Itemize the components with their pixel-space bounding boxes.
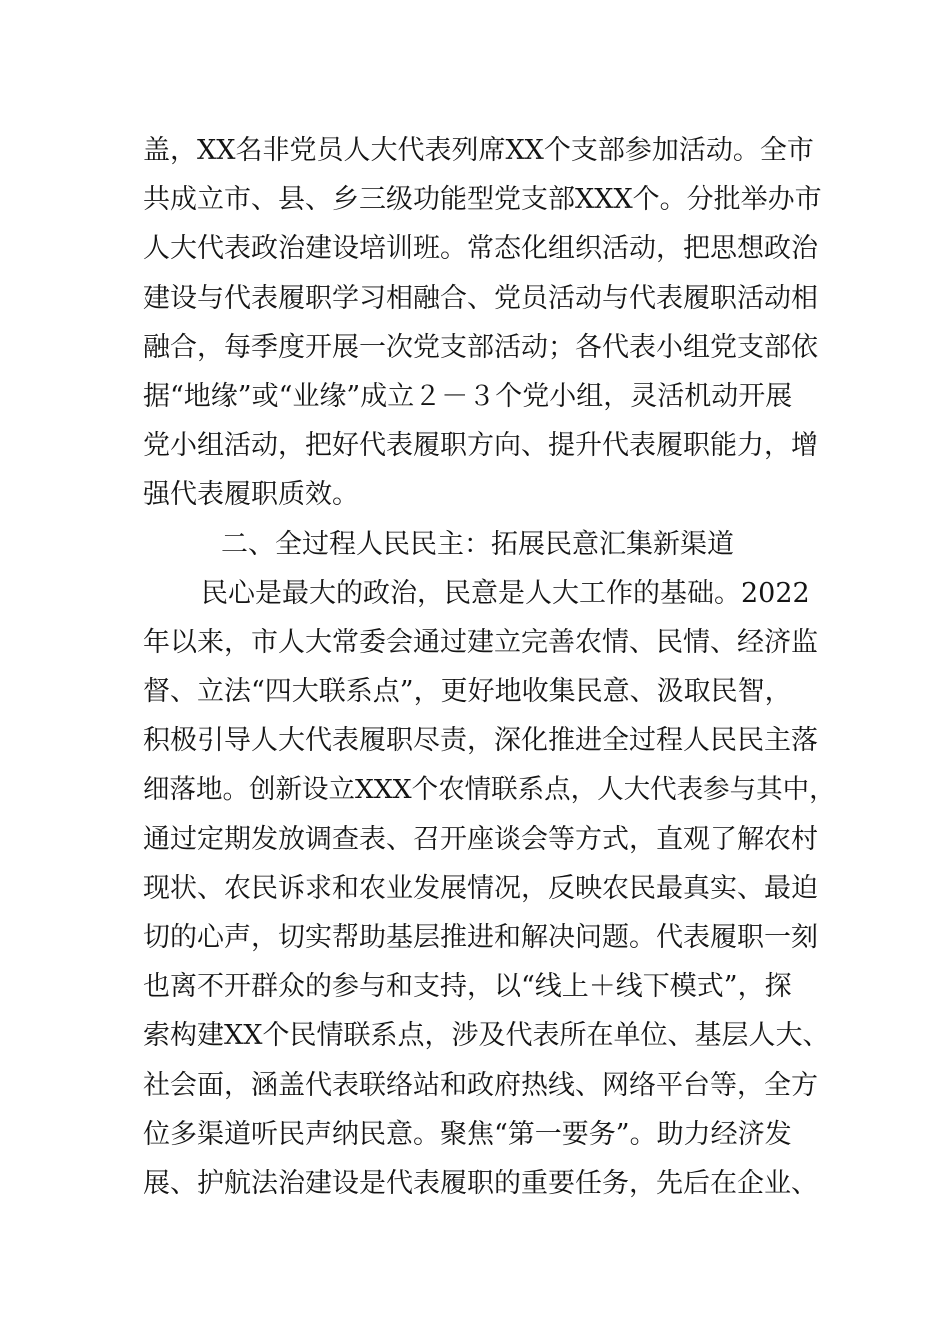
- document-body: [143, 126, 843, 1208]
- text-line: 建设与代表履职学习相融合、党员活动与代表履职活动相: [143, 282, 818, 314]
- text-line: 督、立法“四大联系点”，更好地收集民意、汲取民智，: [143, 676, 792, 708]
- text-line: 强代表履职质效。: [143, 479, 359, 511]
- text-line: 细落地。创新设立XXX个农情联系点，人大代表参与其中，: [143, 774, 836, 806]
- text-line: 通过定期发放调查表、召开座谈会等方式，直观了解农村: [143, 823, 818, 855]
- text-line: 也离不开群众的参与和支持，以“线上＋线下模式”，探: [143, 971, 792, 1003]
- text-line: 人大代表政治建设培训班。常态化组织活动，把思想政治: [143, 233, 818, 265]
- section-heading: 二、全过程人民民主：拓展民意汇集新渠道: [221, 528, 734, 560]
- text-line: 党小组活动，把好代表履职方向、提升代表履职能力，增: [143, 430, 818, 462]
- text-line: 年以来，市人大常委会通过建立完善农情、民情、经济监: [143, 626, 818, 658]
- text-line: 切的心声，切实帮助基层推进和解决问题。代表履职一刻: [143, 922, 818, 953]
- text-line: 民心是最大的政治，民意是人大工作的基础。2022: [201, 577, 810, 609]
- text-line: 据“地缘”或“业缘”成立２－３个党小组，灵活机动开展: [143, 380, 793, 412]
- text-line: 索构建XX个民情联系点，涉及代表所在单位、基层人大、: [143, 1020, 830, 1052]
- text-line: 积极引导人大代表履职尽责，深化推进全过程人民民主落: [143, 725, 818, 757]
- text-line: 融合，每季度开展一次党支部活动；各代表小组党支部依: [143, 331, 818, 363]
- text-line: 共成立市、县、乡三级功能型党支部XXX个。分批举办市: [143, 184, 822, 216]
- text-line: 盖，XX名非党员人大代表列席XX个支部参加活动。全市: [143, 135, 814, 166]
- text-line: 现状、农民诉求和农业发展情况，反映农民最真实、最迫: [143, 872, 818, 904]
- text-line: 社会面，涵盖代表联络站和政府热线、网络平台等，全方: [143, 1069, 818, 1101]
- text-line: 展、护航法治建设是代表履职的重要任务，先后在企业、: [143, 1167, 818, 1199]
- text-line: 位多渠道听民声纳民意。聚焦“第一要务”。助力经济发: [143, 1118, 792, 1150]
